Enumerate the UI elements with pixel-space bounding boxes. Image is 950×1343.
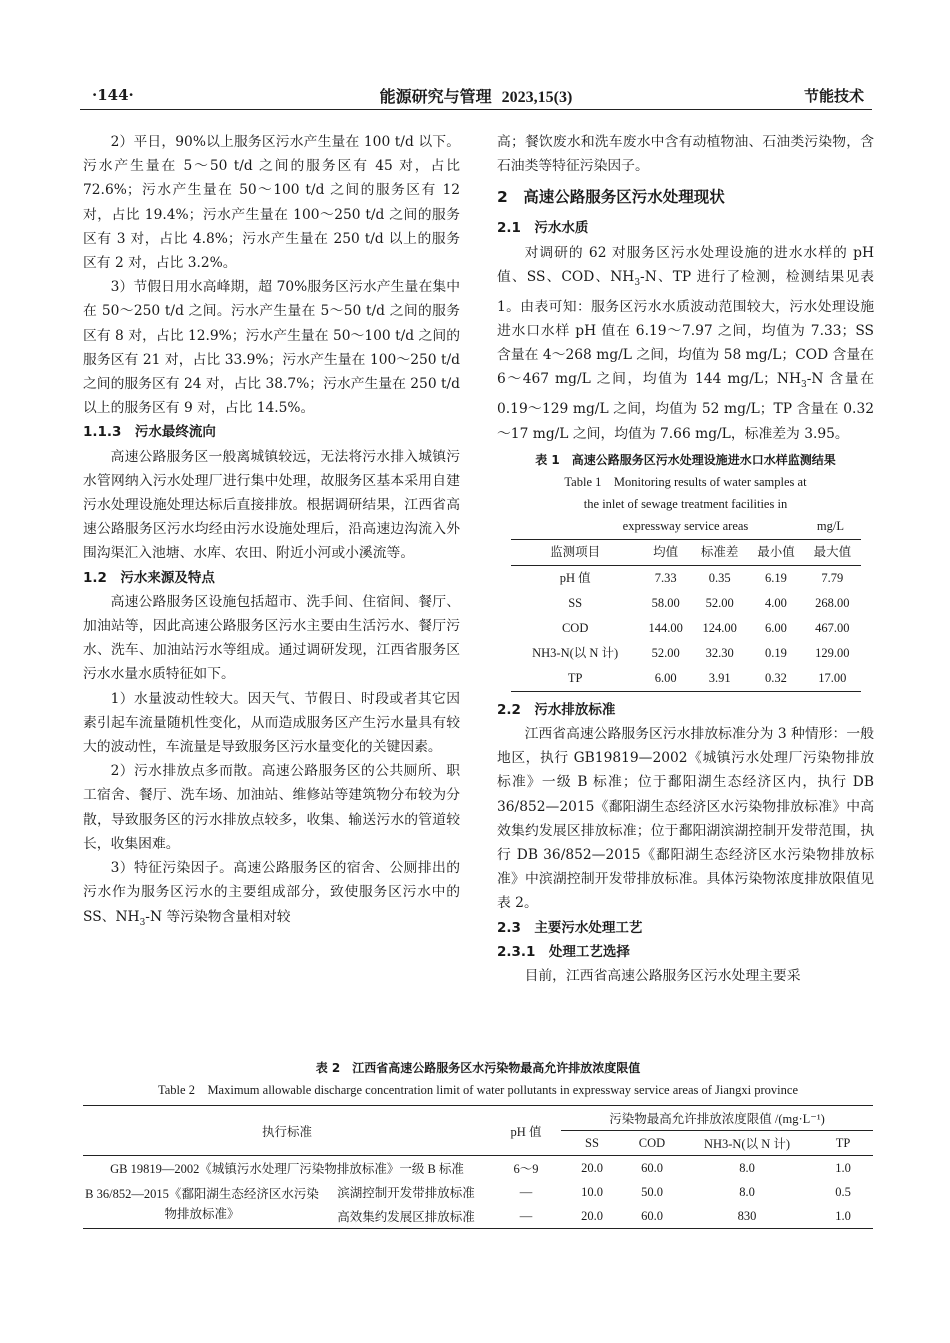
table-cell: 20.0 (581, 1208, 603, 1223)
table-cell: TP (567, 671, 583, 686)
table-cell: B 36/852—2015《鄱阳湖生态经济区水污染物排放标准》 (85, 1187, 319, 1221)
table-header-cell: pH 值 (510, 1124, 542, 1139)
paragraph: 对调研的 62 对服务区污水处理设施的进水水样的 pH 值、SS、COD、$NH_3-N$、TP 进行了检测，检测结果见表 1。由表可知：服务区污水水质波动范围较大，污水处理设施进水口水样 pH 值在 6.19～7.97 之间，均值为 7.33；SS 含量在 4～268 mg/L 之间，均值为 58 mg/L；COD 含量在 6～467 mg/L 之间，均值为 144 mg/L；$NH_3-N$ 含量在 0.19～129 mg/L 之间，均值为 52 mg/L；TP 含量在 0.32～17 mg/L 之间，均值为 7.66 mg/L，标准差为 3.95。 (497, 244, 874, 442)
table-2-caption-cn: 表 2 江西省高速公路服务区水污染物最高允许排放浓度限值 (315, 1061, 641, 1075)
paragraph: 2）平日，90%以上服务区污水产生量在 100 t/d 以下。污水产生量在 5～50 t/d 之间的服务区有 45 对，占比 72.6%；污水产生量在 50～100 t/d 之间的服务区有 12 对，占比 19.4%；污水产生量在 100～250 t/d 之间的服务区有 3 对，占比 4.8%；污水产生量在 250 t/d 以上的服务区有 2 对，占比 3.2%。 (83, 134, 460, 272)
table-cell: SS (568, 596, 583, 611)
table-1-caption-en-unit-line: expressway service areas mg/L (497, 515, 874, 537)
table-header-cell: 最大值 (813, 545, 852, 560)
table-header-cell: 标准差 (700, 545, 739, 560)
table-cell: 17.00 (818, 671, 847, 686)
table-cell: 10.0 (581, 1184, 603, 1199)
table-2-grid (83, 1105, 873, 1229)
table-cell: 6～9 (513, 1162, 539, 1176)
paragraph: 高；餐饮废水和洗车废水中含有动植物油、石油类污染物，含石油类等特征污染因子。 (497, 134, 874, 175)
table-cell: 6.19 (765, 571, 787, 586)
table-1-grid (511, 539, 861, 692)
table-cell: 60.0 (641, 1160, 663, 1175)
table-cell: 7.33 (654, 571, 677, 586)
table-cell: 20.0 (581, 1160, 603, 1175)
journal-title-line (80, 84, 872, 107)
table-cell: 6.00 (765, 621, 787, 636)
table-header-row (83, 1106, 873, 1131)
table-row (511, 641, 861, 666)
table-cell: GB 19819—2002《城镇污水处理厂污染物排放标准》一级 B 标准 (110, 1162, 464, 1176)
paragraph: 3）节假日用水高峰期，超 70%服务区污水产生量在集中在 50～250 t/d 之间。污水产生量在 5～50 t/d 之间的服务区有 8 对，占比 12.9%；污水产生量在 50～100 t/d 之间的服务区有 21 对，占比 33.9%；污水产生量在 100～250 t/d 之间的服务区有 24 对，占比 38.7%；污水产生量在 250 t/d 以上的服务区有 9 对，占比 14.5%。 (83, 279, 461, 417)
table-cell: NH3-N(以 N 计) (532, 646, 619, 661)
table-cell: 467.00 (815, 621, 850, 636)
table-cell: 58.00 (651, 596, 680, 611)
section-heading: 2.1 污水水质 (497, 220, 589, 237)
table-cell: — (519, 1208, 533, 1223)
table-cell: — (519, 1184, 533, 1199)
table-cell: 6.00 (654, 671, 677, 686)
page-number: ·144· (92, 86, 134, 104)
table-1 (497, 449, 874, 692)
paragraph: 目前，江西省高速公路服务区污水处理主要采 (524, 967, 801, 984)
paragraph: 2）污水排放点多而散。高速公路服务区的公共厕所、职工宿舍、餐厅、洗车场、加油站、维修站等建筑物分布较为分散，导致服务区的污水排放点较多，收集、输送污水的管道较长，收集困难。 (83, 763, 460, 852)
right-column (497, 130, 874, 988)
table-cell: 52.00 (705, 596, 734, 611)
table-cell: 滨湖控制开发带排放标准 (337, 1186, 475, 1200)
table-cell: 8.0 (739, 1160, 755, 1175)
header-rule (80, 109, 872, 110)
table-cell: 60.0 (641, 1208, 663, 1223)
table-cell: 129.00 (815, 646, 850, 661)
section-heading: 2.2 污水排放标准 (497, 701, 616, 718)
journal-title: 能源研究与管理 (379, 87, 492, 106)
table-cell: 0.5 (835, 1184, 851, 1199)
section-heading: 2.3 主要污水处理工艺 (497, 919, 643, 936)
table-cell: 1.0 (835, 1160, 851, 1175)
table-header-cell: 污染物最高允许排放浓度限值 /(mg·L⁻¹) (561, 1106, 873, 1131)
table-cell: pH 值 (559, 571, 591, 586)
table-cell: 3.91 (708, 671, 731, 686)
table-1-caption-en: Table 1 Monitoring results of water samples at (564, 474, 807, 489)
table-cell: 1.0 (835, 1208, 851, 1223)
table-header-cell: NH3-N(以 N 计) (703, 1137, 791, 1151)
table-row (511, 591, 861, 616)
table-2-caption-en: Table 2 Maximum allowable discharge concentration limit of water pollutants in expressway service areas of Jiangxi province (157, 1083, 798, 1097)
table-row (511, 666, 861, 692)
table-header-cell: COD (638, 1135, 666, 1150)
table-row (83, 1180, 873, 1204)
paragraph: 江西省高速公路服务区污水排放标准分为 3 种情形：一般地区，执行 GB19819—2002《城镇污水处理厂污染物排放标准》一级 B 标准；位于鄱阳湖生态经济区内，执行 DB 36/852—2015《鄱阳湖生态经济区水污染物排放标准》中高效集约发展区排放标准；位于鄱阳湖滨湖控制开发带范围，执行 DB 36/852—2015《鄱阳湖生态经济区水污染物排放标准》中滨湖控制开发带排放标准。具体污染物浓度排放限值见表 2。 (497, 725, 874, 912)
table-cell: 32.30 (705, 646, 734, 661)
left-column (83, 130, 460, 934)
table-1-caption-cn: 表 1 高速公路服务区污水处理设施进水口水样监测结果 (535, 452, 836, 467)
table-header-cell: 均值 (653, 545, 679, 560)
table-cell: 50.0 (641, 1184, 663, 1199)
table-cell: 268.00 (815, 596, 850, 611)
table-row (511, 565, 861, 591)
table-cell: 0.35 (708, 571, 731, 586)
table-cell: 7.79 (821, 571, 844, 586)
table-cell: 4.00 (765, 596, 787, 611)
paragraph: 高速公路服务区设施包括超市、洗手间、住宿间、餐厅、加油站等，因此高速公路服务区污水主要由生活污水、餐厅污水、洗车、加油站污水等组成。通过调研发现，江西省服务区污水水量水质特征如下。 (83, 593, 460, 683)
table-1-unit: mg/L (816, 518, 844, 533)
table-header-cell: 最小值 (757, 545, 795, 560)
table-header-cell: SS (585, 1135, 599, 1150)
table-header-cell: 执行标准 (261, 1124, 312, 1139)
paragraph: 高速公路服务区一般离城镇较远，无法将污水排入城镇污水管网纳入污水处理厂进行集中处理，故服务区基本采用自建污水处理设施处理达标后直接排放。根据调研结果，江西省高速公路服务区污水均经由污水设施处理后，沿高速边沟流入外围沟渠汇入池塘、水库、农田、附近小河或小溪流等。 (83, 448, 460, 562)
table-cell: 52.00 (651, 646, 680, 661)
paragraph: 3）特征污染因子。高速公路服务区的宿舍、公厕排出的污水作为服务区污水的主要组成部分，致使服务区污水中的 SS、$NH_3-N$ 等污染物含量相对较 (83, 860, 460, 928)
section-heading: 2.3.1 处理工艺选择 (497, 943, 630, 960)
paragraph: 1）水量波动性较大。因天气、节假日、时段或者其它因素引起车流量随机性变化，从而造成服务区产生污水量具有较大的波动性，车流量是导致服务区污水量变化的关键因素。 (83, 690, 460, 756)
table-cell: 0.32 (765, 671, 787, 686)
table-header-cell: 监测项目 (550, 545, 601, 560)
table-cell: 8.0 (739, 1184, 755, 1199)
table-cell: 830 (737, 1208, 757, 1223)
section-name: 节能技术 (803, 87, 864, 105)
page-header (80, 78, 872, 110)
table-cell: 144.00 (648, 621, 683, 636)
table-header-row (511, 539, 861, 565)
table-row (83, 1156, 873, 1181)
table-row (511, 616, 861, 641)
section-heading: 1.2 污水来源及特点 (83, 569, 215, 586)
section-heading: 1.1.3 污水最终流向 (83, 424, 216, 441)
table-cell: 124.00 (702, 621, 737, 636)
journal-issue: 2023,15(3) (501, 89, 573, 106)
table-cell: COD (561, 621, 589, 636)
table-header-cell: TP (835, 1135, 851, 1150)
table-1-caption-en: the inlet of sewage treatment facilities in (583, 496, 788, 511)
table-cell: 高效集约发展区排放标准 (337, 1210, 475, 1224)
table-2 (83, 1057, 873, 1229)
table-cell: 0.19 (765, 646, 787, 661)
section-heading: 2 高速公路服务区污水处理现状 (497, 188, 725, 207)
